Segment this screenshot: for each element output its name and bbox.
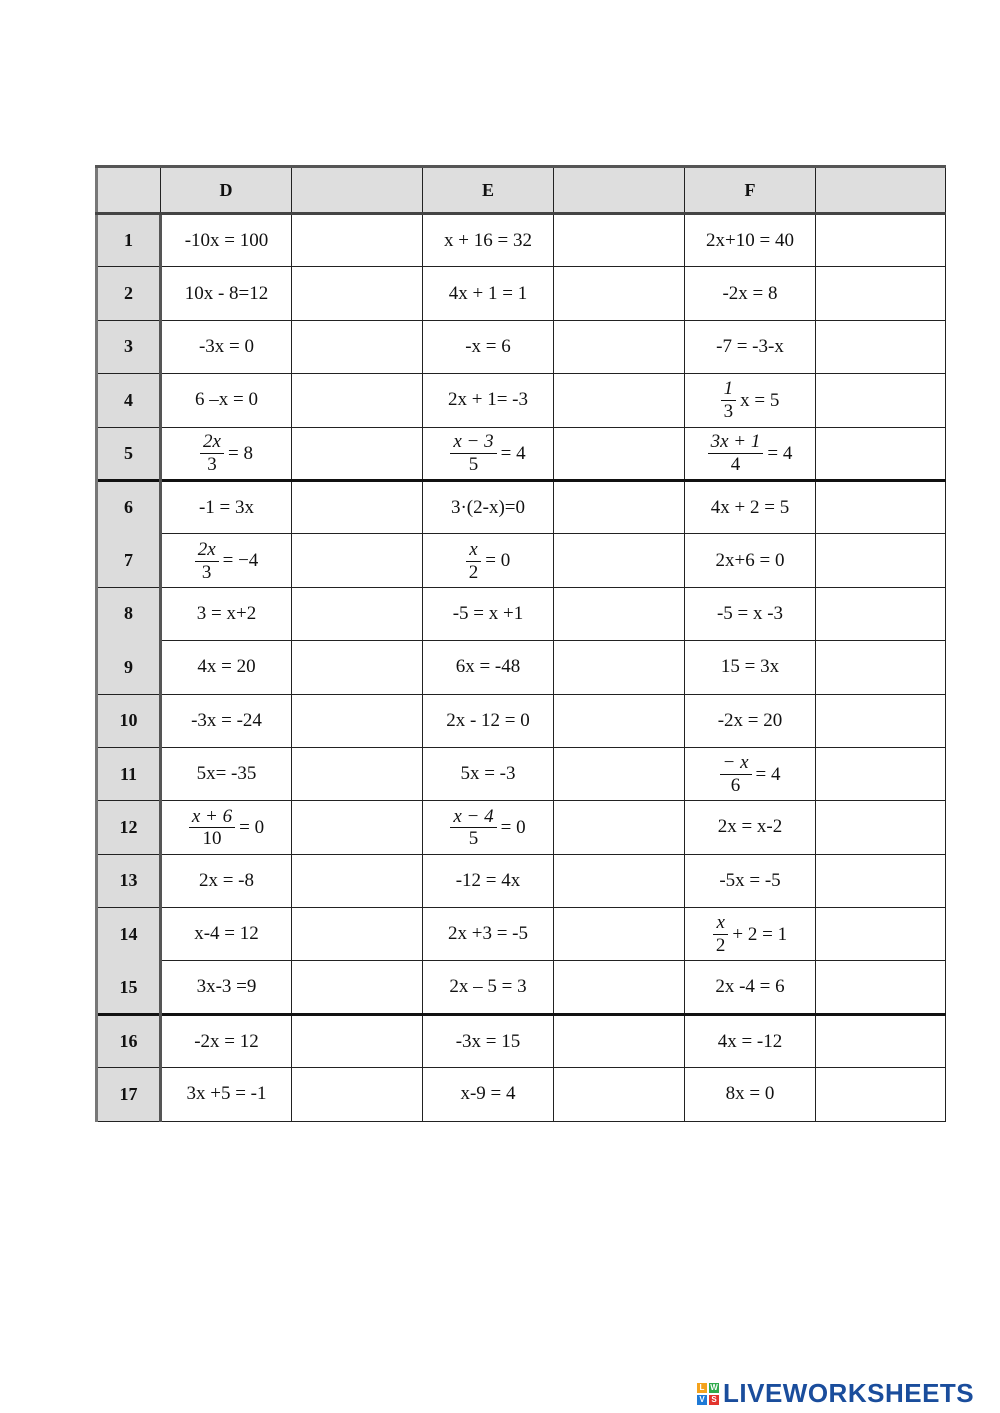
answer-header-e [554, 167, 685, 214]
fraction [189, 807, 235, 850]
answer-cell-f[interactable] [816, 374, 946, 427]
equation-cell-e: x-9 = 4 [423, 1068, 554, 1121]
equation-cell-f [685, 427, 816, 480]
answer-cell-e[interactable] [554, 534, 685, 587]
row-number: 14 [97, 908, 161, 961]
fraction-denominator: 6 [730, 775, 741, 797]
equation-cell-f: 2x -4 = 6 [685, 961, 816, 1014]
answer-cell-e[interactable] [554, 214, 685, 267]
equation-rest: = 0 [485, 550, 511, 572]
answer-cell-d[interactable] [292, 480, 423, 533]
equation-rows [97, 214, 946, 1122]
fraction [200, 432, 224, 475]
equation-cell-f: 4x + 2 = 5 [685, 480, 816, 533]
row-number: 17 [97, 1068, 161, 1121]
equation-cell-e: -3x = 15 [423, 1014, 554, 1067]
answer-header-d [292, 167, 423, 214]
answer-cell-f[interactable] [816, 961, 946, 1014]
fraction-numerator: 1 [721, 379, 737, 401]
answer-cell-f[interactable] [816, 641, 946, 694]
equation-row [97, 854, 946, 907]
equation-rest: = −4 [222, 550, 259, 572]
answer-cell-d[interactable] [292, 961, 423, 1014]
row-number: 2 [97, 267, 161, 320]
fraction [450, 432, 496, 475]
equation-cell-e: -5 = x +1 [423, 587, 554, 640]
logo-mark-icon: L W V S [697, 1383, 719, 1405]
equation-row [97, 1014, 946, 1067]
answer-cell-e[interactable] [554, 480, 685, 533]
equation-rest: = 4 [767, 442, 793, 464]
equation-cell-d: 5x= -35 [161, 747, 292, 800]
fraction-denominator: 2 [715, 935, 726, 957]
equation-cell-e [423, 534, 554, 587]
fraction-numerator: 2x [200, 432, 224, 454]
equation-rest: = 0 [500, 816, 526, 838]
equation-cell-d: 6 –x = 0 [161, 374, 292, 427]
equation-cell-e: x + 16 = 32 [423, 214, 554, 267]
equation-cell-d: 2x = -8 [161, 854, 292, 907]
fraction-numerator: 2x [195, 540, 219, 562]
equation-row [97, 961, 946, 1014]
equation-cell-d: -1 = 3x [161, 480, 292, 533]
equation-cell-e: 2x – 5 = 3 [423, 961, 554, 1014]
equation-cell-e [423, 427, 554, 480]
equation-cell-d: -3x = 0 [161, 320, 292, 373]
equation-cell-d [161, 427, 292, 480]
liveworksheets-logo [697, 1378, 974, 1409]
equation-cell-e: 5x = -3 [423, 747, 554, 800]
equation-cell-d [161, 534, 292, 587]
answer-cell-f[interactable] [816, 267, 946, 320]
fraction-numerator: x − 3 [450, 432, 496, 454]
fraction-numerator: x + 6 [189, 807, 235, 829]
equation-row [97, 320, 946, 373]
equation-cell-e: 2x + 1= -3 [423, 374, 554, 427]
row-number: 5 [97, 427, 161, 480]
equation-cell-d: -3x = -24 [161, 694, 292, 747]
fraction-denominator: 4 [730, 454, 741, 476]
equation-row [97, 214, 946, 267]
equation-row [97, 267, 946, 320]
equation-cell-e: 2x +3 = -5 [423, 908, 554, 961]
fraction-denominator: 10 [202, 828, 222, 850]
column-header-e: E [423, 167, 554, 214]
equation-rest: = 8 [227, 442, 253, 464]
fraction-denominator: 2 [468, 561, 479, 583]
row-number: 16 [97, 1014, 161, 1067]
fraction [713, 913, 729, 956]
equation-cell-d [161, 801, 292, 854]
answer-cell-f[interactable] [816, 534, 946, 587]
equation-row [97, 801, 946, 854]
equation-cell-f [685, 908, 816, 961]
fraction [708, 432, 764, 475]
equation-row [97, 1068, 946, 1121]
equation-row [97, 374, 946, 427]
equation-cell-d: -2x = 12 [161, 1014, 292, 1067]
row-number: 3 [97, 320, 161, 373]
equation-row [97, 747, 946, 800]
row-number: 9 [97, 641, 161, 694]
equation-cell-e: 3·(2-x)=0 [423, 480, 554, 533]
fraction [720, 753, 752, 796]
answer-cell-f[interactable] [816, 801, 946, 854]
equation-cell-d: x-4 = 12 [161, 908, 292, 961]
fraction-denominator: 5 [468, 828, 479, 850]
answer-cell-d[interactable] [292, 908, 423, 961]
equation-cell-d: 10x - 8=12 [161, 267, 292, 320]
answer-cell-f[interactable] [816, 1068, 946, 1121]
fraction-numerator: x [713, 913, 727, 935]
equation-cell-f [685, 747, 816, 800]
row-number: 6 [97, 480, 161, 533]
equation-row [97, 694, 946, 747]
equation-cell-f: 8x = 0 [685, 1068, 816, 1121]
equation-rest: + 2 = 1 [732, 923, 788, 945]
answer-cell-e[interactable] [554, 801, 685, 854]
row-number: 12 [97, 801, 161, 854]
fraction [721, 379, 737, 422]
column-header-d: D [161, 167, 292, 214]
answer-cell-d[interactable] [292, 320, 423, 373]
answer-cell-f[interactable] [816, 854, 946, 907]
answer-cell-e[interactable] [554, 1014, 685, 1067]
answer-cell-d[interactable] [292, 214, 423, 267]
equation-row [97, 480, 946, 533]
equation-cell-f: 15 = 3x [685, 641, 816, 694]
fraction-numerator: − x [720, 753, 752, 775]
row-number: 11 [97, 747, 161, 800]
answer-cell-d[interactable] [292, 694, 423, 747]
fraction [466, 540, 482, 583]
answer-cell-d[interactable] [292, 641, 423, 694]
equation-cell-f: 2x+10 = 40 [685, 214, 816, 267]
answer-cell-f[interactable] [816, 214, 946, 267]
equation-cell-f: -5x = -5 [685, 854, 816, 907]
answer-cell-e[interactable] [554, 267, 685, 320]
answer-header-f [816, 167, 946, 214]
answer-cell-d[interactable] [292, 854, 423, 907]
equation-row [97, 587, 946, 640]
answer-cell-e[interactable] [554, 854, 685, 907]
equation-rest: x = 5 [740, 389, 780, 411]
answer-cell-f[interactable] [816, 427, 946, 480]
equation-row [97, 427, 946, 480]
answer-cell-e[interactable] [554, 587, 685, 640]
fraction-denominator: 3 [207, 454, 217, 476]
equation-cell-f: -2x = 8 [685, 267, 816, 320]
header-row [97, 167, 946, 214]
answer-cell-d[interactable] [292, 1014, 423, 1067]
answer-cell-d[interactable] [292, 427, 423, 480]
equation-cell-f: 2x = x-2 [685, 801, 816, 854]
fraction-denominator: 5 [468, 454, 479, 476]
equation-cell-f: -2x = 20 [685, 694, 816, 747]
row-number: 7 [97, 534, 161, 587]
fraction-numerator: x − 4 [450, 807, 496, 829]
equation-cell-f: 2x+6 = 0 [685, 534, 816, 587]
answer-cell-e[interactable] [554, 694, 685, 747]
answer-cell-e[interactable] [554, 374, 685, 427]
equation-cell-e [423, 801, 554, 854]
answer-cell-e[interactable] [554, 908, 685, 961]
answer-cell-e[interactable] [554, 320, 685, 373]
answer-cell-d[interactable] [292, 587, 423, 640]
answer-cell-d[interactable] [292, 534, 423, 587]
answer-cell-f[interactable] [816, 694, 946, 747]
equation-cell-d: 3 = x+2 [161, 587, 292, 640]
row-number: 13 [97, 854, 161, 907]
answer-cell-e[interactable] [554, 747, 685, 800]
equation-rest: = 0 [239, 816, 265, 838]
row-number: 8 [97, 587, 161, 640]
answer-cell-e[interactable] [554, 961, 685, 1014]
row-number: 10 [97, 694, 161, 747]
equation-cell-d: 4x = 20 [161, 641, 292, 694]
equation-cell-d: -10x = 100 [161, 214, 292, 267]
equation-row [97, 534, 946, 587]
answer-cell-d[interactable] [292, 801, 423, 854]
equation-cell-e: -x = 6 [423, 320, 554, 373]
answer-cell-f[interactable] [816, 320, 946, 373]
answer-cell-e[interactable] [554, 641, 685, 694]
equation-table-container [95, 165, 945, 1122]
fraction [195, 540, 219, 583]
answer-cell-f[interactable] [816, 587, 946, 640]
column-header-f: F [685, 167, 816, 214]
corner-cell [97, 167, 161, 214]
equation-cell-e: -12 = 4x [423, 854, 554, 907]
equation-cell-d: 3x +5 = -1 [161, 1068, 292, 1121]
row-number: 1 [97, 214, 161, 267]
answer-cell-f[interactable] [816, 908, 946, 961]
equation-cell-f: -5 = x -3 [685, 587, 816, 640]
answer-cell-f[interactable] [816, 747, 946, 800]
fraction-numerator: x [466, 540, 480, 562]
equation-rest: = 4 [500, 442, 526, 464]
equation-cell-e: 4x + 1 = 1 [423, 267, 554, 320]
equation-cell-e: 2x - 12 = 0 [423, 694, 554, 747]
answer-cell-f[interactable] [816, 1014, 946, 1067]
equation-cell-f: -7 = -3-x [685, 320, 816, 373]
answer-cell-f[interactable] [816, 480, 946, 533]
logo-text: LIVEWORKSHEETS [723, 1378, 975, 1408]
equation-cell-f: 4x = -12 [685, 1014, 816, 1067]
row-number: 15 [97, 961, 161, 1014]
answer-cell-e[interactable] [554, 1068, 685, 1121]
equation-table [95, 165, 946, 1122]
equation-cell-f [685, 374, 816, 427]
answer-cell-d[interactable] [292, 267, 423, 320]
answer-cell-e[interactable] [554, 427, 685, 480]
equation-row [97, 908, 946, 961]
equation-cell-e: 6x = -48 [423, 641, 554, 694]
fraction-numerator: 3x + 1 [708, 432, 764, 454]
answer-cell-d[interactable] [292, 747, 423, 800]
row-number: 4 [97, 374, 161, 427]
fraction-denominator: 3 [201, 561, 212, 583]
equation-row [97, 641, 946, 694]
equation-rest: = 4 [755, 763, 781, 785]
fraction-denominator: 3 [723, 401, 734, 423]
answer-cell-d[interactable] [292, 1068, 423, 1121]
fraction [450, 807, 496, 850]
answer-cell-d[interactable] [292, 374, 423, 427]
equation-cell-d: 3x-3 =9 [161, 961, 292, 1014]
